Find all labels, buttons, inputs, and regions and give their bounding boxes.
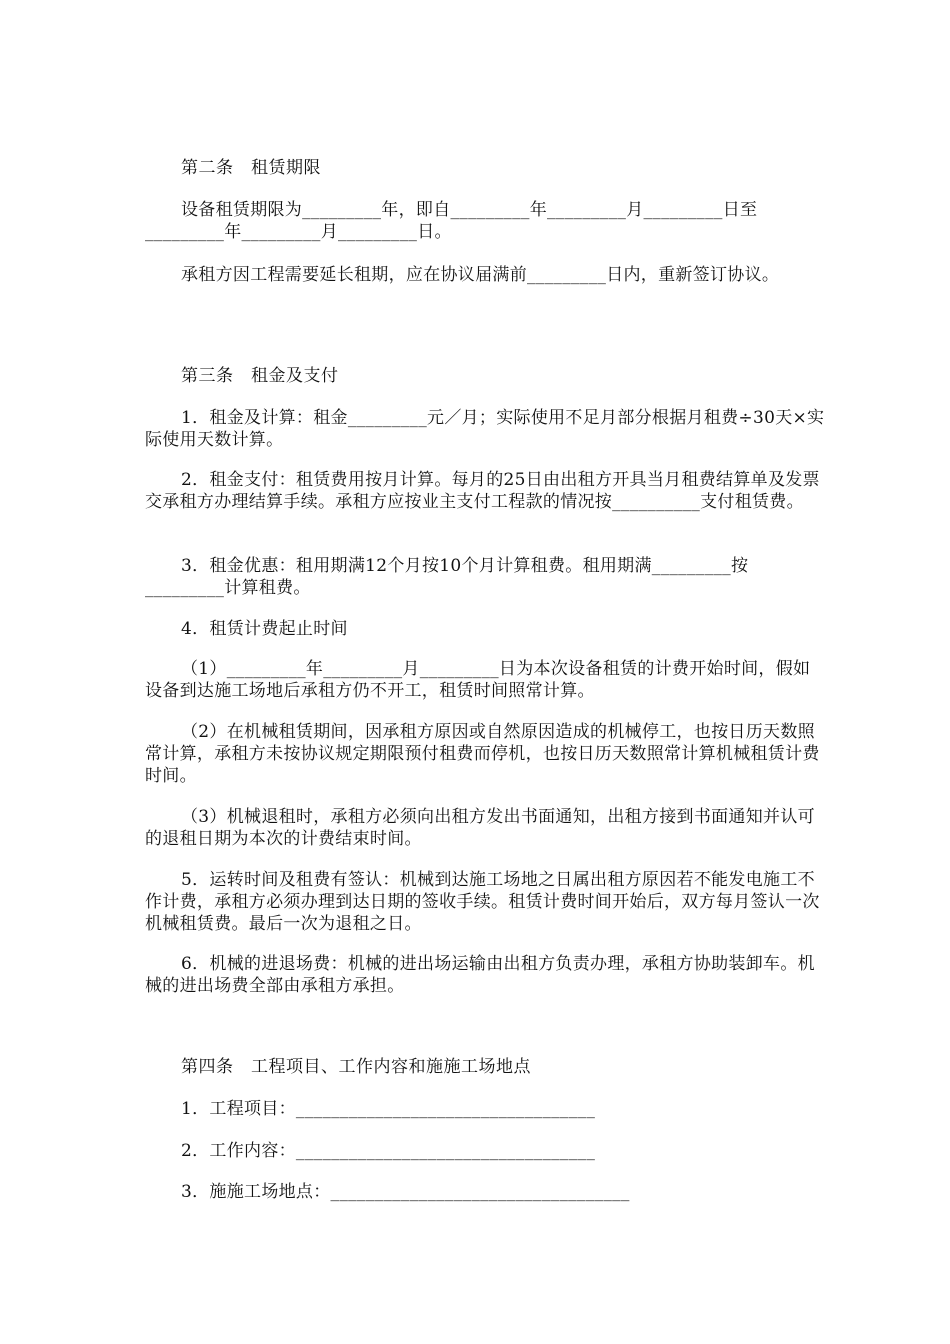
article-4-heading: 第四条 工程项目、工作内容和施施工场地点 <box>181 1057 531 1077</box>
article-3-item-2: 2．租金支付：租赁费用按月计算。每月的25日由出租方开具当月租费结算单及发票交承租方办理结算手续。承租方应按业主支付工程款的情况按__________支付租赁费。 <box>145 470 820 512</box>
article-3-item-6: 6．机械的进退场费：机械的进出场运输由出租方负责办理，承租方协助装卸车。机械的进出场费全部由承租方承担。 <box>145 954 815 996</box>
article-3-sub-1: （1）_________年_________月_________日为本次设备租赁的计费开始时间，假如设备到达施工场地后承租方仍不开工，租赁时间照常计算。 <box>145 659 811 701</box>
article-3-sub-2: （2）在机械租赁期间，因承租方原因或自然原因造成的机械停工，也按日历天数照常计算，承租方未按协议规定期限预付租费而停机，也按日历天数照常计算机械租赁计费时间。 <box>145 722 820 786</box>
article-3-item-3: 3．租金优惠：租用期满12个月按10个月计算租费。租用期满_________按_________计算租费。 <box>145 556 749 598</box>
article-3-item-5: 5．运转时间及租费有签认：机械到达施工场地之日属出租方原因若不能发电施工不作计费，承租方必须办理到达日期的签收手续。租赁计费时间开始后，双方每月签认一次机械租赁费。最后一次为退租之日。 <box>145 870 820 934</box>
article-2-term-paragraph: 设备租赁期限为_________年，即自_________年_________月_________日至_________年_________月_________日。 <box>145 200 758 242</box>
article-3-sub-3: （3）机械退租时，承租方必须向出租方发出书面通知，出租方接到书面通知并认可的退租日期为本次的计费结束时间。 <box>145 807 815 849</box>
article-3-heading: 第三条 租金及支付 <box>181 366 339 386</box>
article-3-item-4: 4．租赁计费起止时间 <box>181 619 348 639</box>
article-4-item-3: 3．施施工场地点：__________________________________ <box>181 1182 630 1202</box>
article-4-item-2: 2．工作内容：__________________________________ <box>181 1141 596 1161</box>
article-4-item-1: 1．工程项目：__________________________________ <box>181 1099 596 1119</box>
article-3-item-1: 1．租金及计算：租金_________元／月；实际使用不足月部分根据月租费÷30天×实际使用天数计算。 <box>145 408 825 450</box>
article-2-extension-paragraph: 承租方因工程需要延长租期，应在协议届满前_________日内，重新签订协议。 <box>181 265 780 285</box>
article-2-heading: 第二条 租赁期限 <box>181 158 321 178</box>
